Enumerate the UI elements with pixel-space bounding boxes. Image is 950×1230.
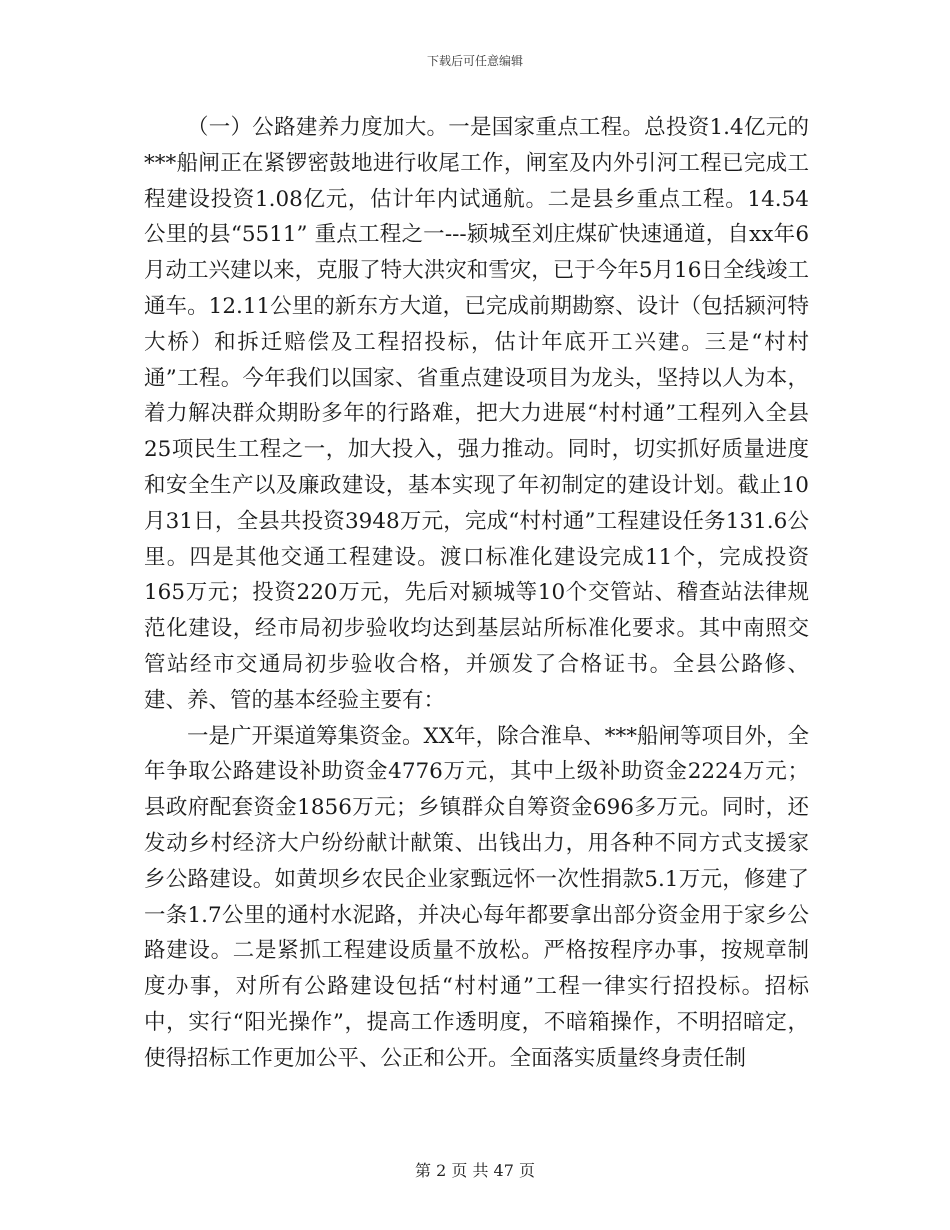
paragraph-funding-quality: 一是广开渠道筹集资金。XX年，除合淮阜、***船闸等项目外，全年争取公路建设补助资金4776万元，其中上级补助资金2224万元；县政府配套资金1856万元；乡镇群众自筹资金696多万元。同时，还发动乡村经济大户纷纷献计献策、出钱出力，用各种不同方式支援家乡公路建设。如黄坝乡农民企业家甄远怀一次性捐款5.1万元，修建了一条1.7公里的通村水泥路，并决心每年都要拿出部分资金用于家乡公路建设。二是紧抓工程建设质量不放松。严格按程序办事，按规章制度办事，对所有公路建设包括“村村通”工程一律实行招投标。招标中，实行“阳光操作”，提高工作透明度，不暗箱操作，不明招暗定，使得招标工作更加公平、公正和公开。全面落实质量终身责任制 — [144, 723, 809, 1071]
document-body — [144, 110, 809, 1077]
page-number-footer: 第 2 页 共 47 页 — [415, 1161, 535, 1180]
page-header: 下载后可任意编辑 — [426, 54, 523, 68]
paragraph-highway-construction: （一）公路建养力度加大。一是国家重点工程。总投资1.4亿元的***船闸正在紧锣密鼓地进行收尾工作，闸室及内外引河工程已完成工程建设投资1.08亿元，估计年内试通航。二是县乡重点工程。14.54公里的县“5511” 重点工程之一---颍城至刘庄煤矿快速通道，自xx年6月动工兴建以来，克服了特大洪灾和雪灾，已于今年5月16日全线竣工通车。12.11公里的新东方大道，已完成前期勘察、设计（包括颍河特大桥）和拆迁赔偿及工程招投标，估计年底开工兴建。三是“村村通”工程。今年我们以国家、省重点建设项目为龙头，坚持以人为本，着力解决群众期盼多年的行路难，把大力进展“村村通”工程列入全县25项民生工程之一，加大投入，强力推动。同时，切实抓好质量进度和安全生产以及廉政建设，基本实现了年初制定的建设计划。截止10月31日，全县共投资3948万元，完成“村村通”工程建设任务131.6公里。四是其他交通工程建设。渡口标准化建设完成11个，完成投资165万元；投资220万元，先后对颍城等10个交管站、稽查站法律规范化建设，经市局初步验收均达到基层站所标准化要求。其中南照交管站经市交通局初步验收合格，并颁发了合格证书。全县公路修、建、养、管的基本经验主要有： — [144, 115, 809, 713]
